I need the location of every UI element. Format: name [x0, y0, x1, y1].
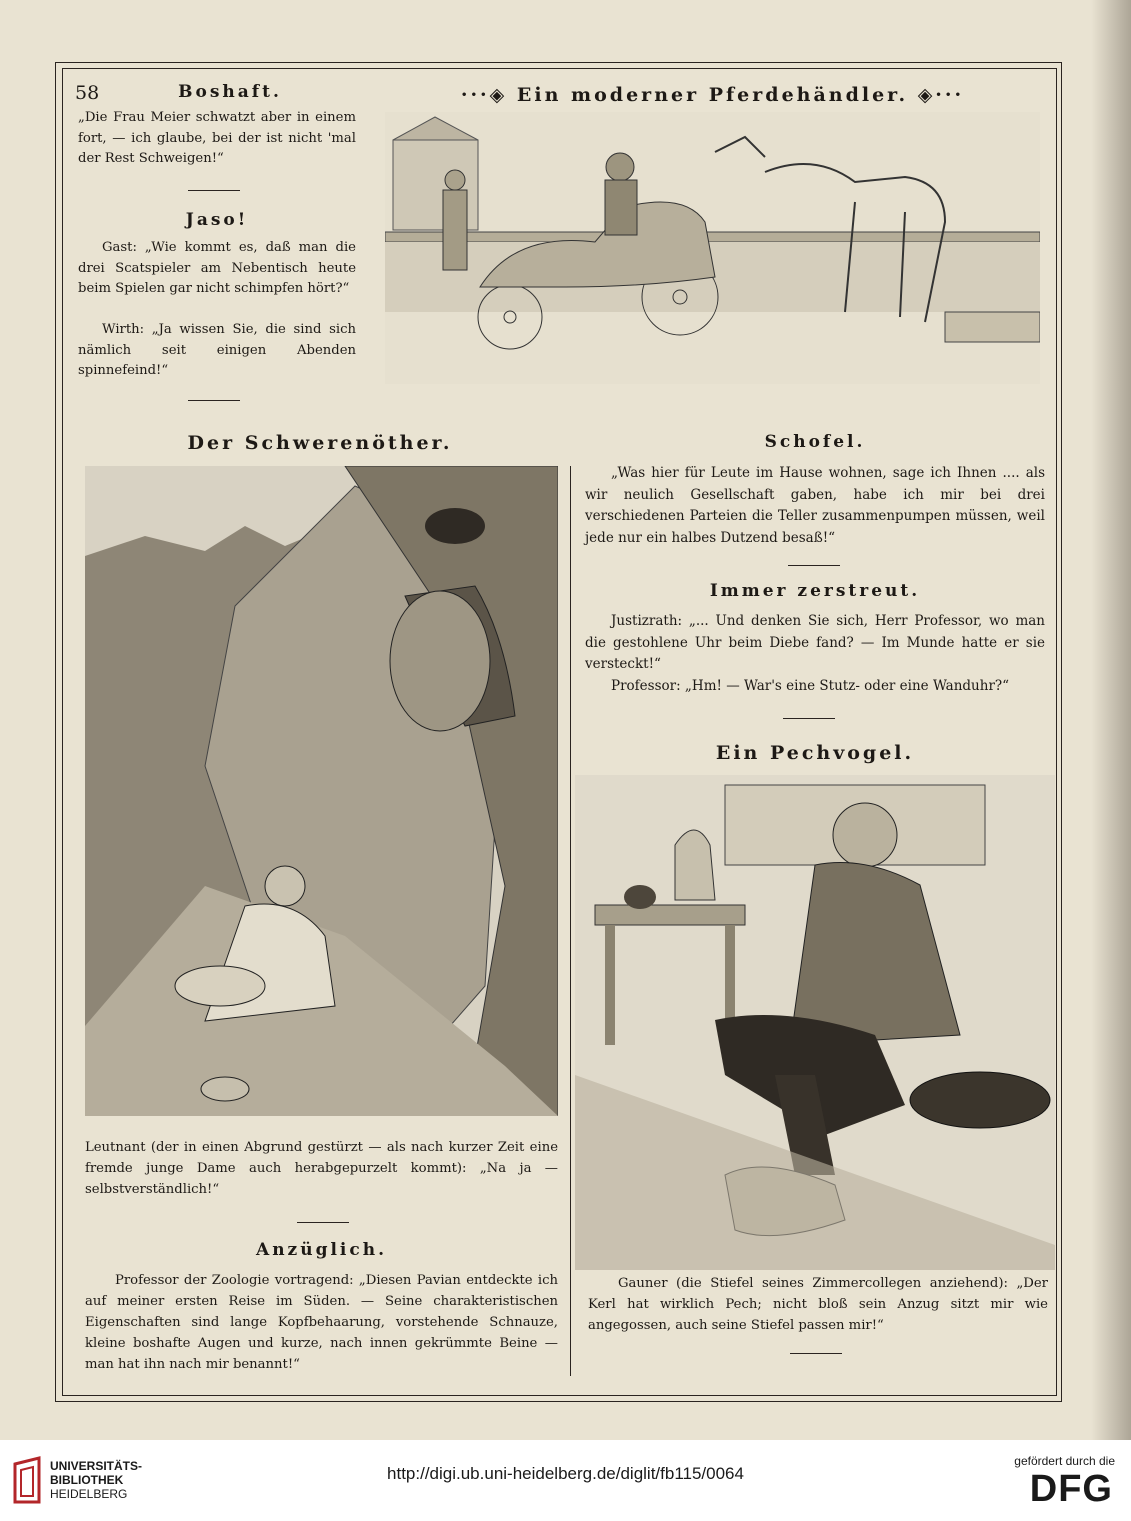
anzueglich-title: Anzüglich. [256, 1240, 387, 1260]
jaso-line-2: Wirth: „Ja wissen Sie, die sind sich nämlich seit einigen Abenden spinnefeind!“ [78, 322, 356, 378]
dfg-logo[interactable]: DFG [1029, 1468, 1113, 1510]
library-line-2: BIBLIOTHEK [50, 1473, 124, 1487]
separator [297, 1222, 349, 1223]
schofel-text: „Was hier für Leute im Hause wohnen, sage ich Ihnen .... als wir neulich Gesellschaft gaben, habe ich mir bei drei verschiedenen Parteien die Teller zusammenpumpen müssen, weil jede nur ein halbes Dutzend besaß!“ [585, 465, 1045, 546]
funding-note: gefördert durch die [1014, 1454, 1115, 1468]
separator [788, 565, 840, 566]
illustration-horse-dealer-car [385, 112, 1040, 384]
pferdehaendler-title [385, 84, 1040, 106]
jaso-line-1: Gast: „Wie kommt es, daß man die drei Scatspieler am Nebentisch heute beim Spielen gar nicht schimpfen hört?“ [78, 240, 356, 296]
viewer-footer [0, 1440, 1131, 1521]
ornament-right: ◈··· [908, 84, 965, 106]
zerstreut-line-1: Justizrath: „... Und denken Sie sich, Herr Professor, wo man die gestohlene Uhr beim Diebe fand? — Im Munde hatte er sie versteckt!“ [585, 613, 1045, 672]
illustration-mountain-fall [85, 466, 558, 1116]
separator [783, 718, 835, 719]
source-url[interactable]: http://digi.ub.uni-heidelberg.de/diglit/fb115/0064 [387, 1464, 744, 1483]
library-line-1: UNIVERSITÄTS- [50, 1459, 143, 1473]
schwerenoether-title: Der Schwerenöther. [187, 432, 453, 454]
column-rule [570, 466, 571, 1376]
pechvogel-caption: Gauner (die Stiefel seines Zimmercollegen anziehend): „Der Kerl hat wirklich Pech; nicht bloß sein Anzug sitzt mir wie angegossen, auch seine Stiefel passen mir!“ [588, 1276, 1048, 1333]
schofel-title: Schofel. [764, 432, 866, 452]
pferdehaendler-title-text: Ein moderner Pferdehändler. [516, 84, 909, 106]
boshaft-title: Boshaft. [178, 82, 282, 102]
library-line-3: HEIDELBERG [50, 1487, 128, 1501]
schwerenoether-caption: Leutnant (der in einen Abgrund gestürzt — als nach kurzer Zeit eine fremde junge Dame auch herabgepurzelt kommt): „Na ja — selbstverständlich!“ [85, 1140, 558, 1197]
illustration-boots [575, 775, 1055, 1270]
jaso-title: Jaso! [185, 210, 249, 230]
separator [188, 400, 240, 401]
zerstreut-line-2: Professor: „Hm! — War's eine Stutz- oder eine Wanduhr?“ [611, 678, 1010, 694]
boshaft-text: „Die Frau Meier schwatzt aber in einem fort, — ich glaube, bei der ist nicht 'mal der Rest Schweigen!“ [78, 110, 356, 166]
anzueglich-text: Professor der Zoologie vortragend: „Diesen Pavian entdeckte ich auf meiner ersten Reise im Süden. — Seine charakteristischen Eigenschaften sind lange Kopfbehaarung, vorstehende Schnauze, kleine boshafte Augen und kurze, nach innen gekrümmte Beine — man hat ihn nach mir benannt!“ [85, 1273, 558, 1372]
separator [790, 1353, 842, 1354]
ornament-left: ···◈ [460, 84, 517, 106]
page-number: 58 [75, 82, 100, 104]
pechvogel-title: Ein Pechvogel. [715, 742, 915, 764]
zerstreut-title: Immer zerstreut. [709, 581, 921, 601]
separator [188, 190, 240, 191]
